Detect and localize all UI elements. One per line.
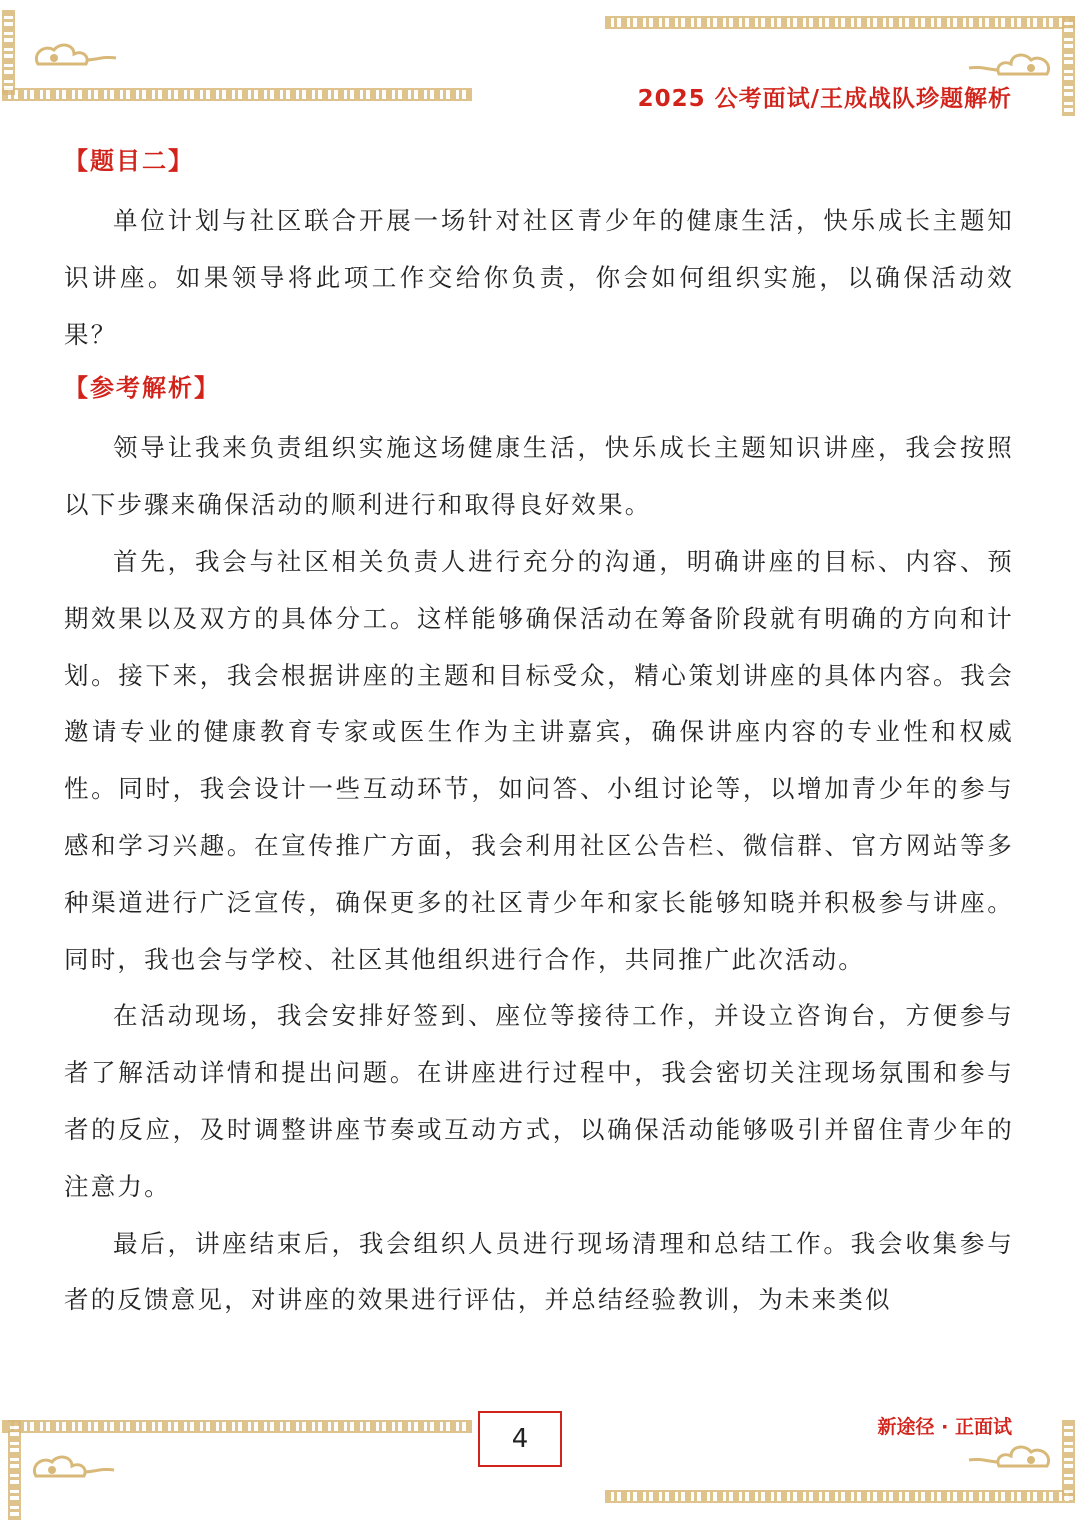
question-label: 【题目二】 — [64, 146, 194, 175]
footer-brand: 新途径 · 正面试 — [877, 1416, 1012, 1438]
main-content — [64, 136, 1014, 1329]
bottom-left-vertical-band — [8, 1420, 21, 1520]
analysis-paragraph: 最后，讲座结束后，我会组织人员进行现场清理和总结工作。我会收集参与者的反馈意见，对讲座的效果进行评估，并总结经验教训，为未来类似 — [64, 1228, 1014, 1315]
top-right-vertical-band — [1062, 16, 1075, 116]
bottom-left-border-band — [2, 1420, 472, 1433]
question-text: 单位计划与社区联合开展一场针对社区青少年的健康生活，快乐成长主题知识讲座。如果领导将此项工作交给你负责，你会如何组织实施，以确保活动效果？ — [64, 206, 1014, 349]
cloud-ornament-icon — [30, 38, 120, 78]
page-number: 4 — [478, 1411, 562, 1467]
bottom-right-border-band — [605, 1490, 1075, 1503]
analysis-label: 【参考解析】 — [64, 373, 220, 403]
cloud-ornament-icon — [28, 1450, 118, 1490]
top-left-border-band — [2, 88, 472, 101]
header-title: 2025 公考面试/王成战队珍题解析 — [637, 86, 1012, 112]
cloud-ornament-icon — [965, 1440, 1055, 1480]
top-right-border-band — [605, 16, 1075, 29]
analysis-paragraph: 在活动现场，我会安排好签到、座位等接待工作，并设立咨询台，方便参与者了解活动详情和提出问题。在讲座进行过程中，我会密切关注现场氛围和参与者的反应，及时调整讲座节奏或互动方式，以确保活动能够吸引并留住青少年的注意力。 — [64, 1001, 1014, 1201]
analysis-paragraph: 首先，我会与社区相关负责人进行充分的沟通，明确讲座的目标、内容、预期效果以及双方的具体分工。这样能够确保活动在筹备阶段就有明确的方向和计划。接下来，我会根据讲座的主题和目标受众，精心策划讲座的具体内容。我会邀请专业的健康教育专家或医生作为主讲嘉宾，确保讲座内容的专业性和权威性。同时，我会设计一些互动环节，如问答、小组讨论等，以增加青少年的参与感和学习兴趣。在宣传推广方面，我会利用社区公告栏、微信群、官方网站等多种渠道进行广泛宣传，确保更多的社区青少年和家长能够知晓并积极参与讲座。同时，我也会与学校、社区其他组织进行合作，共同推广此次活动。 — [64, 546, 1014, 974]
analysis-paragraph: 领导让我来负责组织实施这场健康生活，快乐成长主题知识讲座，我会按照以下步骤来确保活动的顺利进行和取得良好效果。 — [64, 433, 1014, 520]
top-left-vertical-band — [2, 10, 15, 95]
bottom-right-vertical-band — [1062, 1420, 1075, 1500]
